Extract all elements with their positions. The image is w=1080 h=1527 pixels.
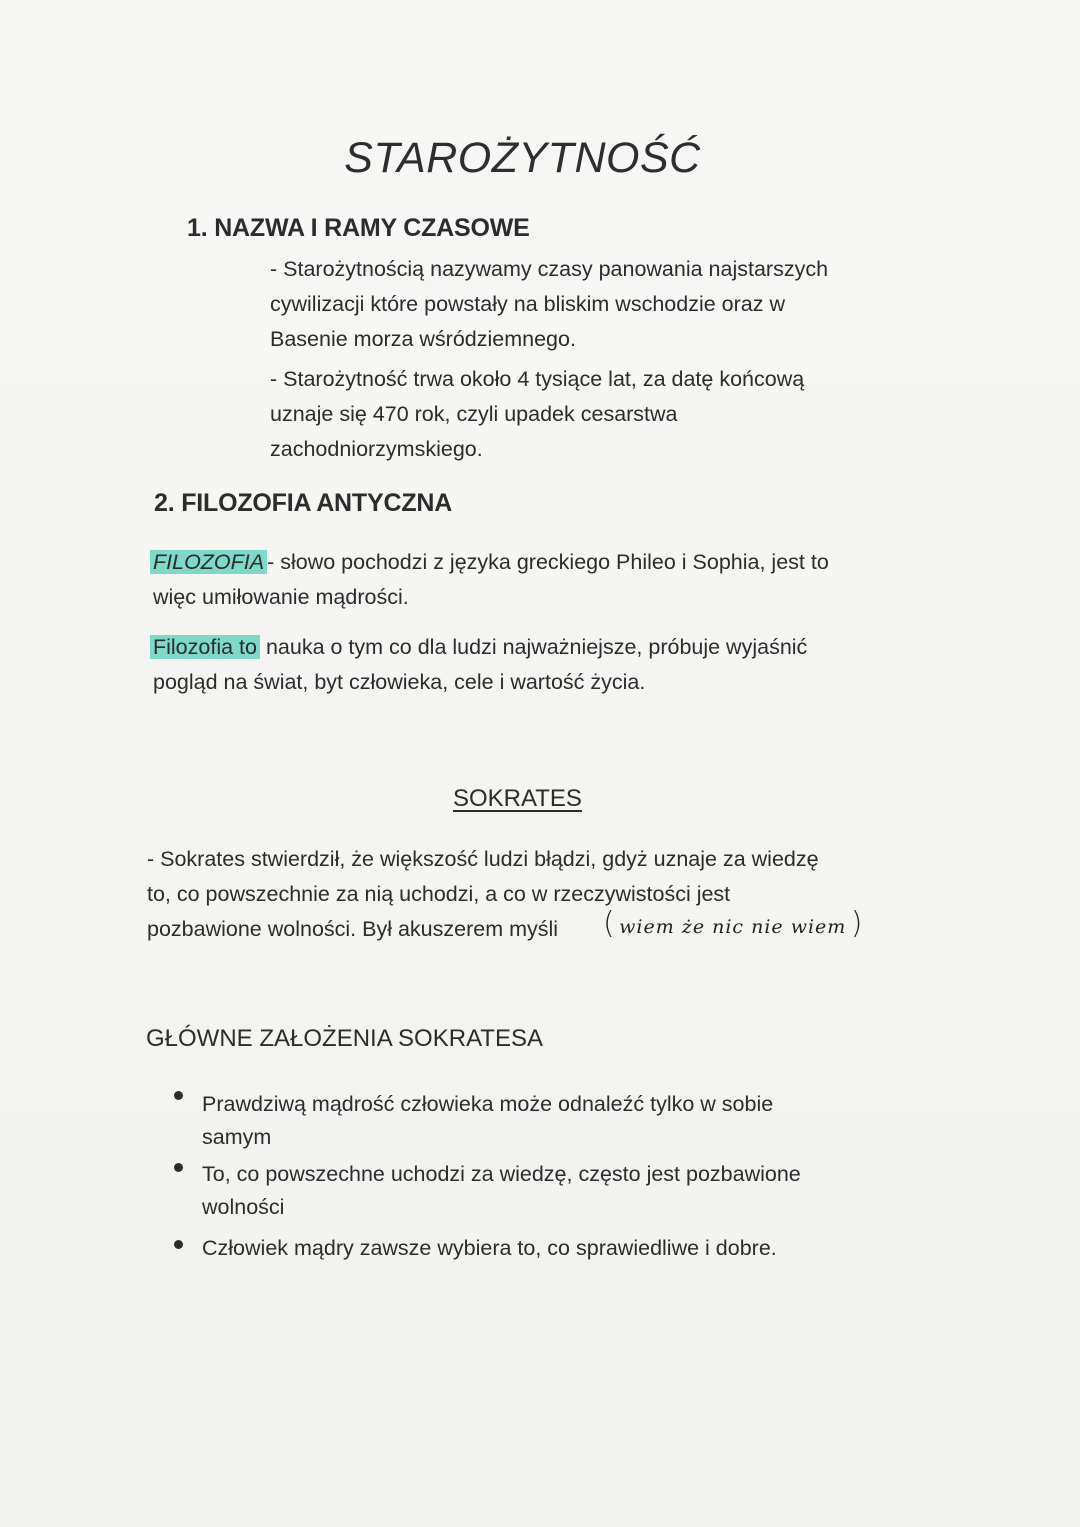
section-1-paragraph-1 xyxy=(270,252,828,357)
principle-item-3 xyxy=(202,1232,777,1265)
filozofia-explanation xyxy=(153,630,807,700)
text-line: - Starożytność trwa około 4 tysiące lat, za datę końcową xyxy=(270,367,805,391)
highlighted-term: FILOZOFIA xyxy=(150,550,267,574)
text-line: wolności xyxy=(202,1195,285,1219)
text-line: uznaje się 470 rok, czyli upadek cesarstwa xyxy=(270,402,678,426)
bullet-icon xyxy=(174,1091,183,1100)
explanation-text: nauka o tym co dla ludzi najważniejsze, próbuje wyjaśnić xyxy=(259,635,808,659)
text-line: Człowiek mądry zawsze wybiera to, co sprawiedliwe i dobre. xyxy=(202,1236,777,1260)
text-line: Basenie morza wśródziemnego. xyxy=(270,327,576,351)
text-line: pozbawione wolności. Był akuszerem myśli xyxy=(147,917,559,941)
close-bracket: ) xyxy=(850,906,863,941)
open-bracket: ( xyxy=(603,906,615,941)
principle-item-1 xyxy=(202,1088,773,1154)
text-line: Prawdziwą mądrość człowieka może odnaleźć tylko w sobie xyxy=(202,1092,774,1116)
filozofia-definition xyxy=(153,545,829,615)
text-line: - Starożytnością nazywamy czasy panowania najstarszych xyxy=(270,257,829,281)
text-line xyxy=(153,545,829,580)
highlighted-phrase: Filozofia to xyxy=(150,635,260,659)
text-line: pogląd na świat, byt człowieka, cele i wartość życia. xyxy=(153,670,646,694)
text-line: samym xyxy=(202,1125,272,1149)
text-line xyxy=(153,630,807,665)
text-line: to, co powszechnie za nią uchodzi, a co w rzeczywistości jest xyxy=(147,882,731,906)
section-1-heading: 1. NAZWA I RAMY CZASOWE xyxy=(187,214,530,242)
handwritten-text: wiem że nic nie wiem xyxy=(619,916,847,938)
text-line: To, co powszechne uchodzi za wiedzę, często jest pozbawione xyxy=(202,1162,801,1186)
page-title: STAROŻYTNOŚĆ xyxy=(344,134,701,182)
principles-heading: GŁÓWNE ZAŁOŻENIA SOKRATESA xyxy=(146,1025,543,1052)
text-line: więc umiłowanie mądrości. xyxy=(153,585,409,609)
sokrates-heading: SOKRATES xyxy=(453,785,582,812)
handwritten-note xyxy=(603,906,862,941)
text-line: cywilizacji które powstały na bliskim wschodzie oraz w xyxy=(270,292,785,316)
section-2-heading: 2. FILOZOFIA ANTYCZNA xyxy=(154,489,453,517)
bullet-icon xyxy=(174,1163,183,1172)
bullet-icon xyxy=(174,1240,183,1249)
principle-item-2 xyxy=(202,1158,801,1224)
text-line: - Sokrates stwierdził, że większość ludzi błądzi, gdyż uznaje za wiedzę xyxy=(147,847,819,871)
definition-text: - słowo pochodzi z języka greckiego Phileo i Sophia, jest to xyxy=(267,550,829,574)
section-1-paragraph-2 xyxy=(270,362,804,467)
text-line: zachodniorzymskiego. xyxy=(270,437,483,461)
